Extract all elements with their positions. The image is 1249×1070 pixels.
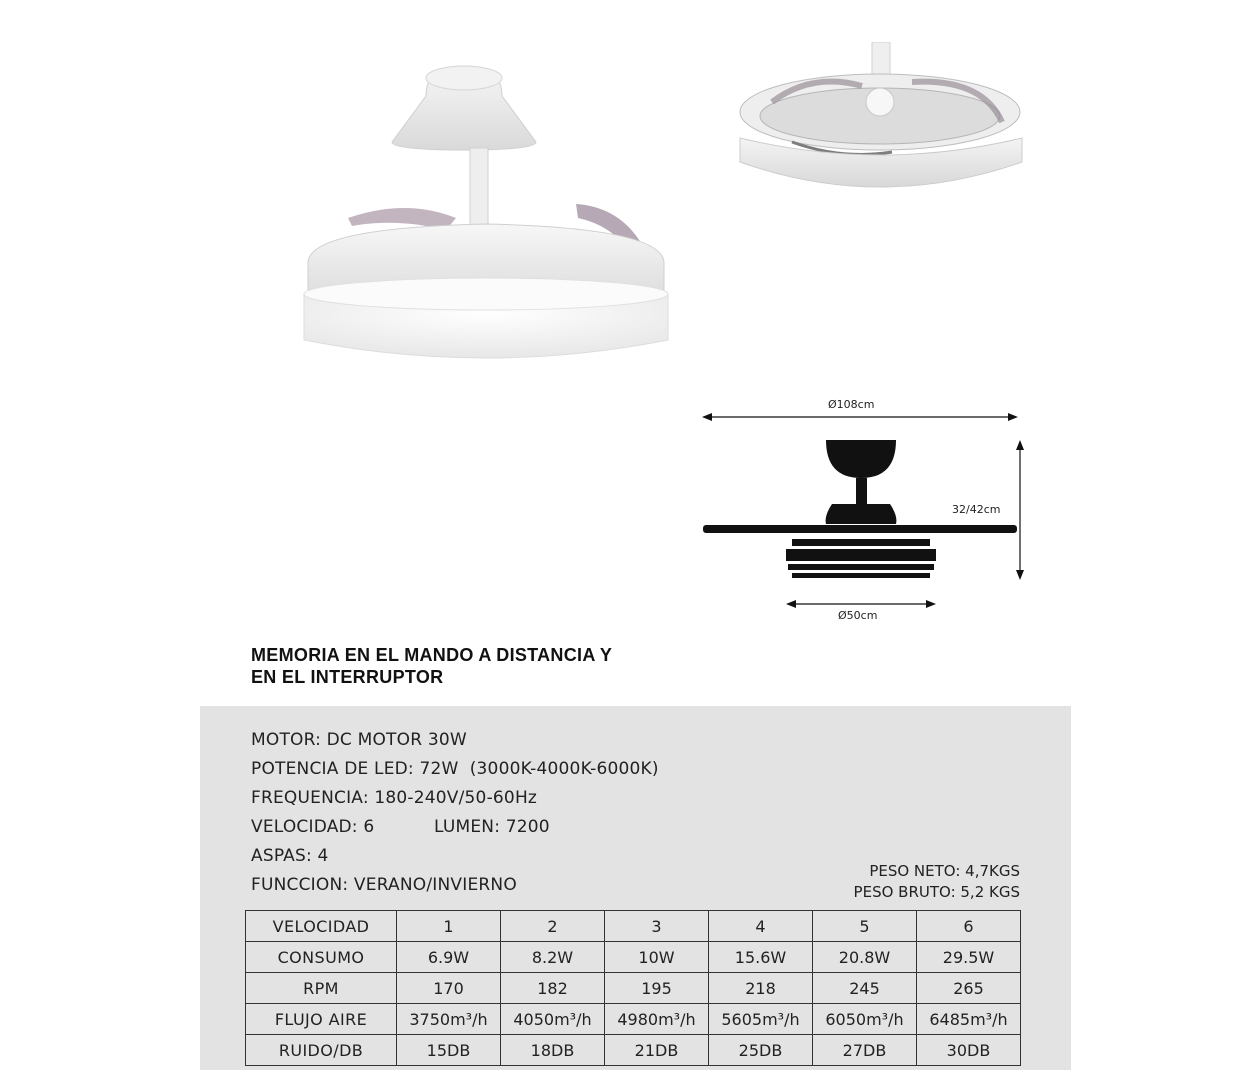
row-label-noise: RUIDO/DB (246, 1035, 397, 1066)
fan-photo-blades-open (296, 58, 676, 408)
table-cell: 15.6W (709, 942, 813, 973)
table-cell: 2 (501, 911, 605, 942)
spec-frequency: FREQUENCIA: 180-240V/50-60Hz (251, 788, 538, 808)
dimension-total-diameter: Ø108cm (828, 398, 875, 411)
table-cell: 21DB (605, 1035, 709, 1066)
table-cell: 30DB (917, 1035, 1021, 1066)
table-cell: 25DB (709, 1035, 813, 1066)
row-label-consumption: CONSUMO (246, 942, 397, 973)
gross-weight: PESO BRUTO: 5,2 KGS (853, 883, 1020, 901)
table-cell: 20.8W (813, 942, 917, 973)
spec-blades: ASPAS: 4 (251, 846, 329, 866)
table-cell: 3750m³/h (397, 1004, 501, 1035)
table-cell: 15DB (397, 1035, 501, 1066)
dimension-height: 32/42cm (952, 503, 1001, 516)
table-row (246, 942, 1021, 973)
table-cell: 8.2W (501, 942, 605, 973)
spec-function: FUNCCION: VERANO/INVIERNO (251, 875, 517, 895)
table-cell: 18DB (501, 1035, 605, 1066)
table-cell: 182 (501, 973, 605, 1004)
spec-motor: MOTOR: DC MOTOR 30W (251, 730, 467, 750)
net-weight: PESO NETO: 4,7KGS (869, 862, 1020, 880)
table-cell: 3 (605, 911, 709, 942)
spec-speed: VELOCIDAD: 6 (251, 817, 375, 837)
performance-table (245, 910, 1021, 1066)
headline-line-1: MEMORIA EN EL MANDO A DISTANCIA Y (251, 645, 613, 665)
table-row (246, 1004, 1021, 1035)
row-label-rpm: RPM (246, 973, 397, 1004)
table-row (246, 911, 1021, 942)
table-cell: 1 (397, 911, 501, 942)
table-row (246, 1035, 1021, 1066)
spec-lumen: LUMEN: 7200 (434, 817, 550, 837)
memory-headline (251, 644, 711, 688)
headline-line-2: EN EL INTERRUPTOR (251, 667, 444, 687)
table-cell: 4 (709, 911, 813, 942)
table-cell: 170 (397, 973, 501, 1004)
row-label-speed: VELOCIDAD (246, 911, 397, 942)
table-cell: 10W (605, 942, 709, 973)
row-label-airflow: FLUJO AIRE (246, 1004, 397, 1035)
table-cell: 6485m³/h (917, 1004, 1021, 1035)
table-cell: 29.5W (917, 942, 1021, 973)
table-cell: 245 (813, 973, 917, 1004)
table-cell: 6.9W (397, 942, 501, 973)
table-cell: 5605m³/h (709, 1004, 813, 1035)
table-row (246, 973, 1021, 1004)
table-cell: 6 (917, 911, 1021, 942)
table-cell: 4050m³/h (501, 1004, 605, 1035)
dimension-light-diameter: Ø50cm (838, 609, 878, 622)
table-cell: 27DB (813, 1035, 917, 1066)
table-cell: 5 (813, 911, 917, 942)
table-cell: 265 (917, 973, 1021, 1004)
spec-led-power: POTENCIA DE LED: 72W (3000K-4000K-6000K) (251, 759, 659, 779)
table-cell: 218 (709, 973, 813, 1004)
fan-photo-blades-closed (732, 42, 1032, 212)
table-cell: 195 (605, 973, 709, 1004)
table-cell: 6050m³/h (813, 1004, 917, 1035)
table-cell: 4980m³/h (605, 1004, 709, 1035)
